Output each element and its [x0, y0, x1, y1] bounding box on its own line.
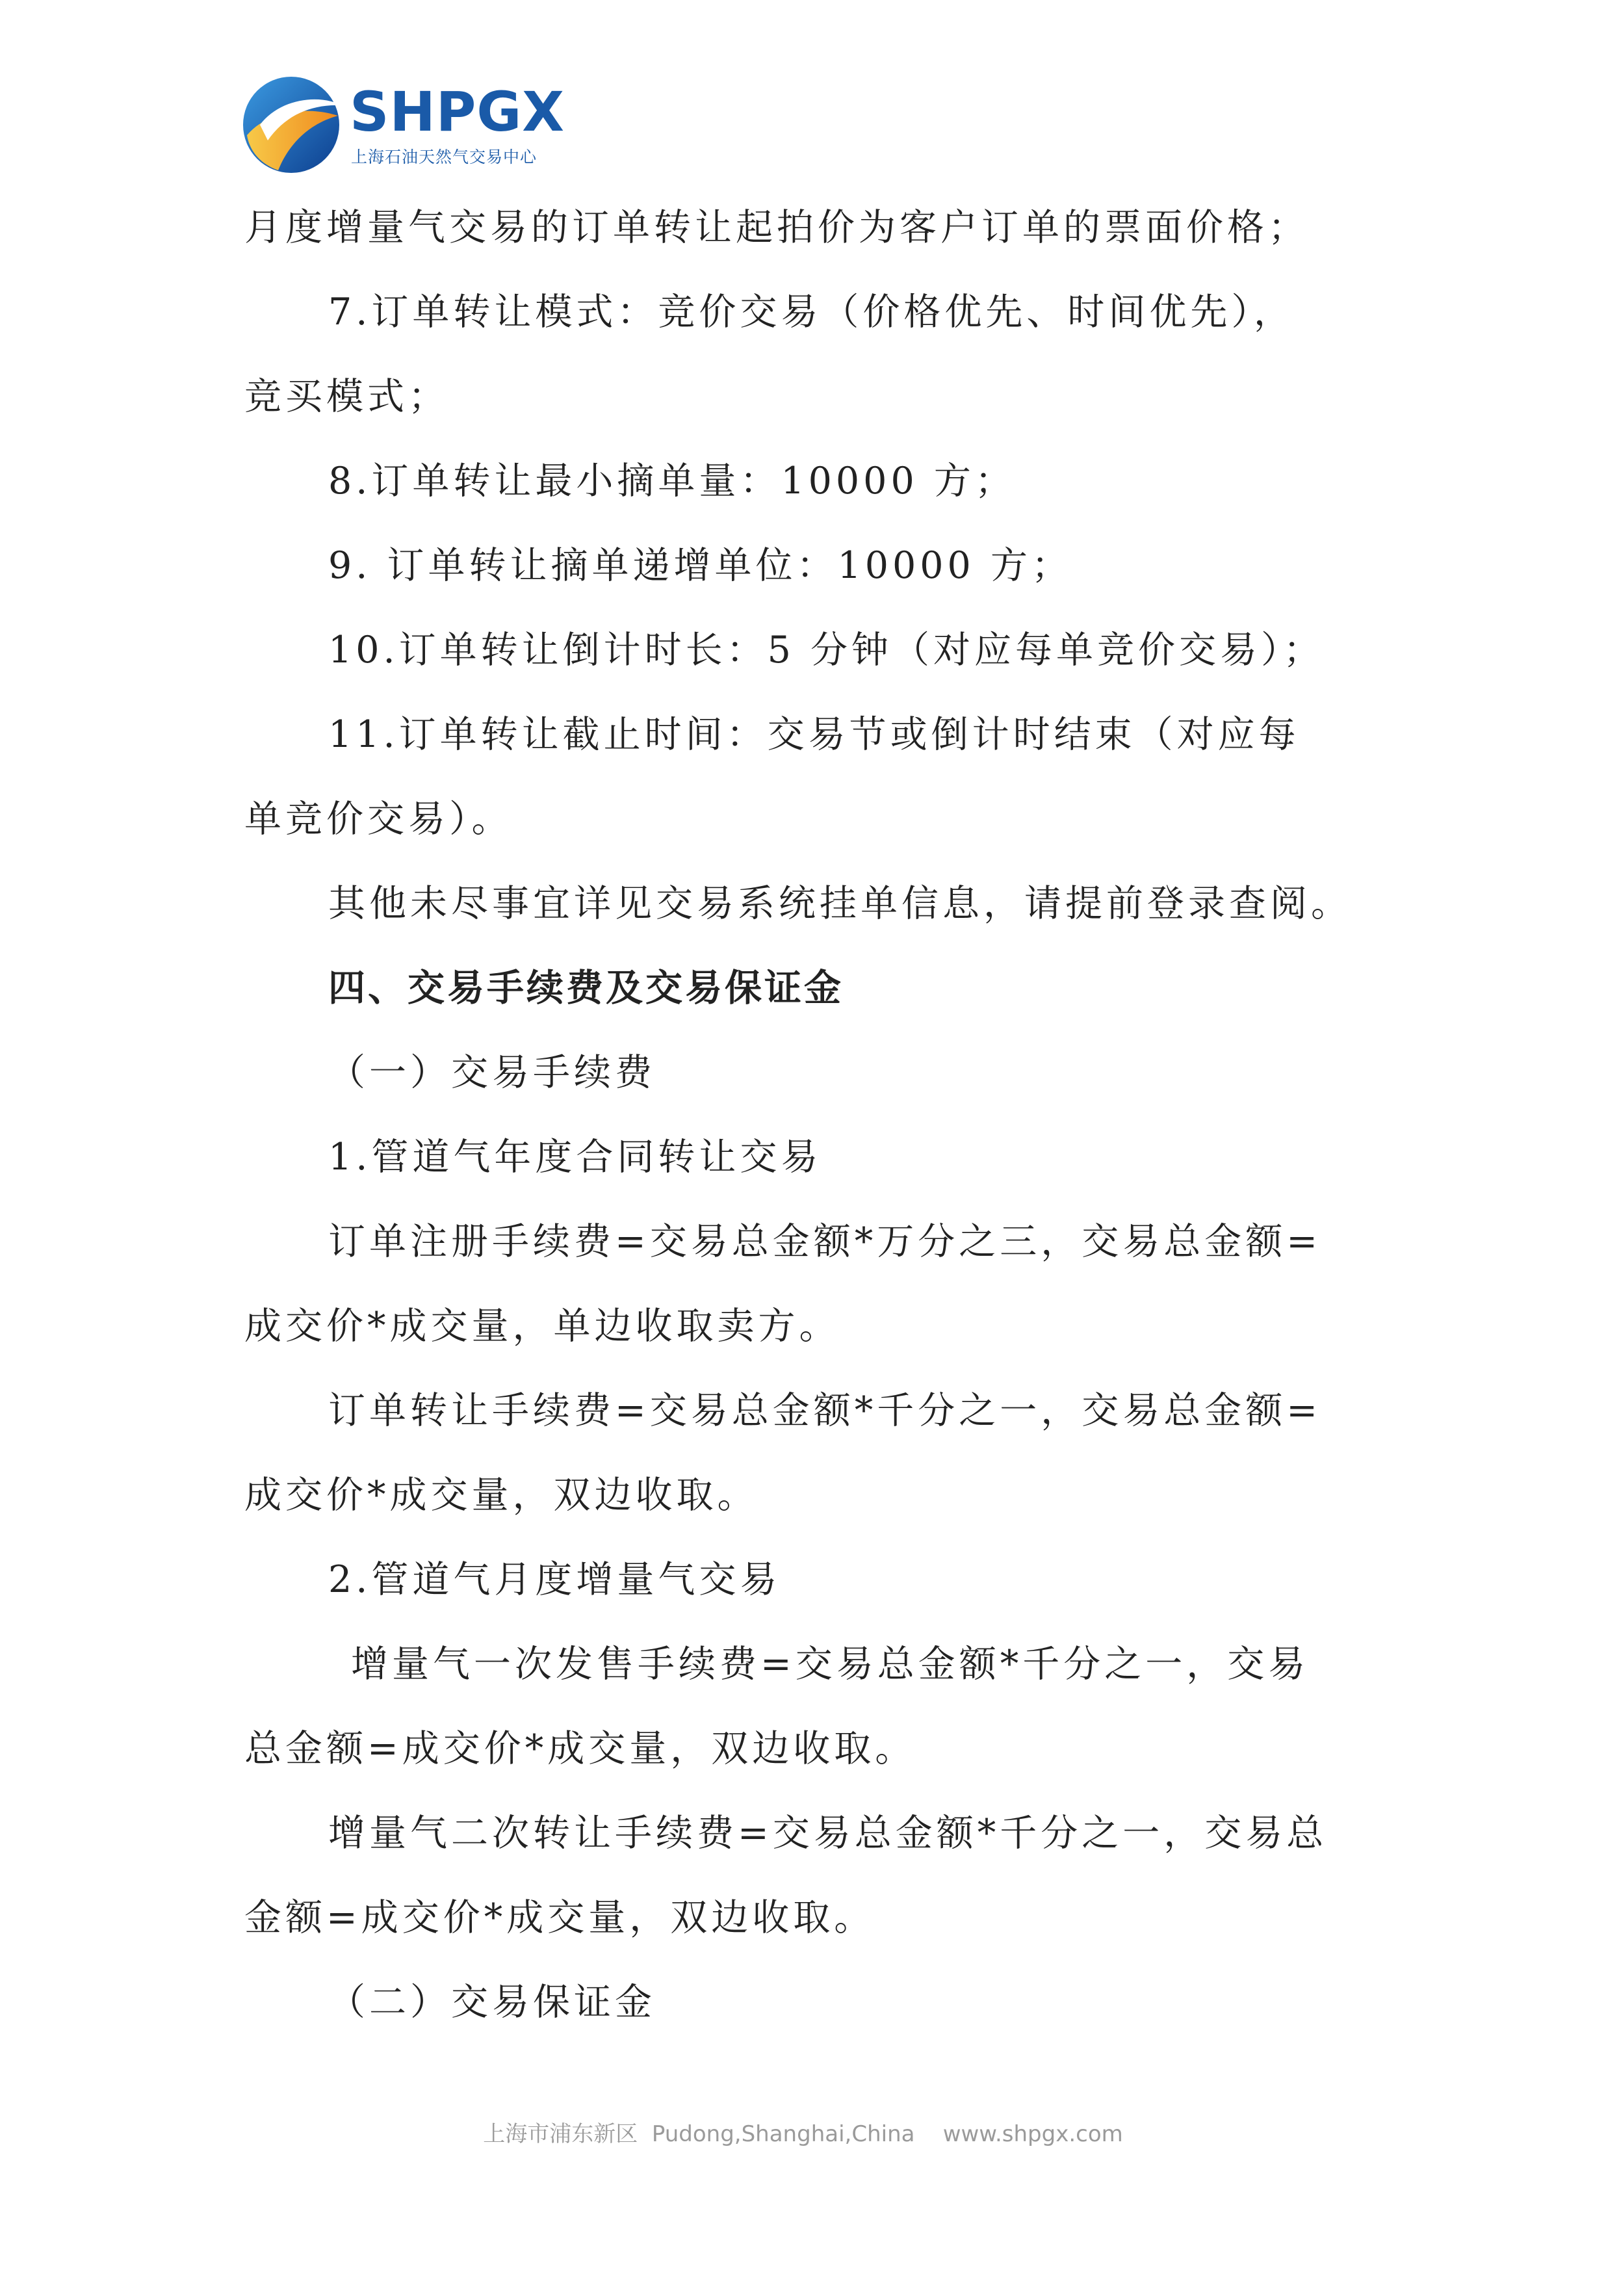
logo-title: SHPGX: [350, 80, 565, 144]
shpgx-logo-icon: [240, 73, 344, 177]
text-line: 8.订单转让最小摘单量：10000 方；: [328, 460, 1016, 502]
text-line: 竞买模式；: [244, 375, 449, 418]
text-line: 其他未尽事宜详见交易系统挂单信息，请提前登录查阅。: [328, 882, 1352, 925]
text-line: 2.管道气月度增量气交易: [328, 1558, 781, 1601]
text-line: 10.订单转让倒计时长：5 分钟（对应每单竞价交易）；: [328, 629, 1325, 672]
section-heading: 四、交易手续费及交易保证金: [328, 967, 844, 1010]
text-line: 总金额=成交价*成交量，双边收取。: [244, 1727, 916, 1770]
footer-website: www.shpgx.com: [942, 2121, 1123, 2147]
text-line: 1.管道气年度合同转让交易: [328, 1136, 822, 1179]
page-footer: [0, 2116, 1606, 2148]
subsection-heading: （一）交易手续费: [328, 1051, 656, 1094]
text-line: 7.订单转让模式：竞价交易（价格优先、时间优先），: [328, 291, 1295, 333]
company-logo: [240, 73, 578, 177]
text-line: 成交价*成交量，单边收取卖方。: [244, 1305, 840, 1348]
logo-subtitle: 上海石油天然气交易中心: [351, 148, 537, 166]
text-line: 金额=成交价*成交量，双边收取。: [244, 1896, 875, 1939]
text-line: 月度增量气交易的订单转让起拍价为客户订单的票面价格；: [244, 206, 1309, 249]
text-line: 单竞价交易）。: [244, 798, 513, 841]
text-line: 订单转让手续费=交易总金额*千分之一，交易总金额=: [328, 1389, 1322, 1432]
text-line: 增量气二次转让手续费=交易总金额*千分之一，交易总: [328, 1812, 1328, 1855]
text-line: 增量气一次发售手续费=交易总金额*千分之一，交易: [351, 1643, 1310, 1686]
text-line: 订单注册手续费=交易总金额*万分之三，交易总金额=: [328, 1220, 1322, 1263]
text-line: 11.订单转让截止时间：交易节或倒计时结束（对应每: [328, 713, 1300, 756]
subsection-heading: （二）交易保证金: [328, 1981, 656, 2024]
footer-address: 上海市浦东新区 Pudong,Shanghai,China: [483, 2121, 915, 2147]
text-line: 成交价*成交量，双边收取。: [244, 1474, 758, 1517]
text-line: 9. 订单转让摘单递增单位：10000 方；: [328, 544, 1072, 587]
